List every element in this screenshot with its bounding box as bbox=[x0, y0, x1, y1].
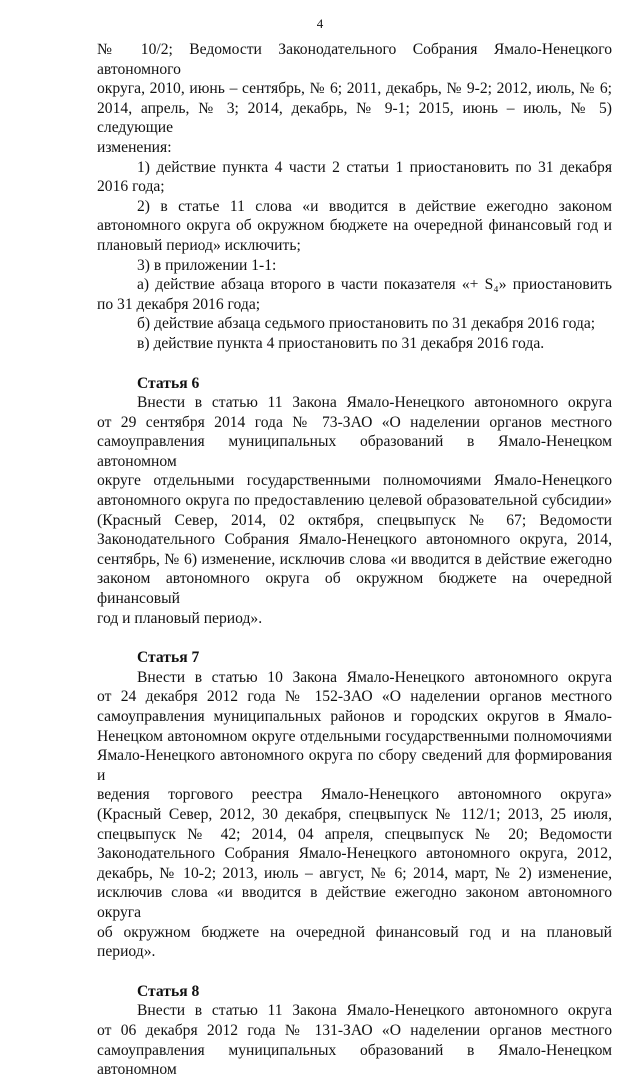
text-line: б) действие абзаца седьмого приостановить по 31 декабря 2016 года; bbox=[137, 315, 596, 333]
article-heading: Статья 8 bbox=[137, 982, 200, 1000]
text-line: автономного округа по предоставлению целевой образовательной субсидии» bbox=[97, 492, 612, 510]
text-line: Внести в статью 11 Закона Ямало-Ненецкого автономного округа bbox=[137, 1002, 612, 1020]
text-line: изменения: bbox=[97, 138, 172, 156]
text-line: от 24 декабря 2012 года № 152-ЗАО «О наделении органов местного bbox=[97, 688, 612, 706]
article-heading: Статья 6 bbox=[137, 374, 200, 392]
text-line: 1) действие пункта 4 части 2 статьи 1 приостановить по 31 декабря bbox=[137, 158, 612, 176]
document-body bbox=[97, 40, 612, 1080]
text-line: Ненецком автономном округе отдельными государственными полномочиями bbox=[97, 727, 612, 745]
page-number: 4 bbox=[316, 16, 324, 31]
text-line: в) действие пункта 4 приостановить по 31 декабря 2016 года. bbox=[137, 334, 545, 352]
text-line: Внести в статью 11 Закона Ямало-Ненецкого автономного округа bbox=[137, 394, 612, 412]
text-line: Ямало-Ненецкого автономного округа по сбору сведений для формирования и bbox=[97, 747, 612, 784]
text-line: Внести в статью 10 Закона Ямало-Ненецкого автономного округа bbox=[137, 668, 612, 686]
text-line: декабрь, № 10-2; 2013, июль – август, № 6; 2014, март, № 2) изменение, bbox=[97, 864, 612, 882]
text-line: год и плановый период». bbox=[97, 609, 263, 627]
text-line: спецвыпуск № 42; 2014, 04 апреля, спецвыпуск № 20; Ведомости bbox=[97, 825, 612, 843]
text-line: Законодательного Собрания Ямало-Ненецкого автономного округа, 2012, bbox=[97, 845, 612, 863]
text-line: автономного округа об окружном бюджете на очередной финансовый год и bbox=[97, 217, 612, 235]
text-line: исключив слова «и вводится в действие ежегодно законом автономного округа bbox=[97, 884, 612, 921]
article-7 bbox=[97, 648, 612, 962]
text-line: самоуправления муниципальных образований в Ямало-Ненецком автономном bbox=[97, 433, 612, 470]
text-line: 2014, апрель, № 3; 2014, декабрь, № 9-1; 2015, июнь – июль, № 5) следующие bbox=[97, 99, 612, 137]
text-line: от 29 сентября 2014 года № 73-ЗАО «О наделении органов местного bbox=[97, 413, 612, 431]
text-line: округа, 2010, июнь – сентябрь, № 6; 2011, декабрь, № 9-2; 2012, июль, № 6; bbox=[97, 80, 612, 98]
text-line: 2) в статье 11 слова «и вводится в действие ежегодно законом bbox=[137, 197, 612, 215]
amendment-item-2 bbox=[97, 197, 612, 256]
article-heading: Статья 7 bbox=[137, 649, 200, 667]
text-line: по 31 декабря 2016 года; bbox=[97, 295, 261, 313]
text-line: 2016 года; bbox=[97, 178, 165, 196]
text-line: 3) в приложении 1-1: bbox=[137, 256, 277, 274]
text-line: ведения торгового реестра Ямало-Ненецкого автономного округа» bbox=[97, 786, 612, 804]
text-line: Законодательного Собрания Ямало-Ненецкого автономного округа, 2014, bbox=[97, 531, 612, 549]
amendment-subitem-a bbox=[97, 275, 612, 314]
text-line: об окружном бюджете на очередной финансовый год и на плановый период». bbox=[97, 923, 612, 961]
text-line: плановый период» исключить; bbox=[97, 236, 301, 254]
text-line: от 06 декабря 2012 года № 131-ЗАО «О наделении органов местного bbox=[97, 1021, 612, 1039]
text-line: (Красный Север, 2014, 02 октября, спецвыпуск № 67; Ведомости bbox=[97, 511, 612, 529]
text-line: сентябрь, № 6) изменение, исключив слова «и вводится в действие ежегодно bbox=[97, 550, 612, 568]
text-line: самоуправления муниципальных районов и городских округов в Ямало- bbox=[97, 708, 612, 725]
text-line: самоуправления муниципальных образований в Ямало-Ненецком автономном bbox=[97, 1041, 612, 1079]
text-line: законом автономного округа об окружном бюджете на очередной финансовый bbox=[97, 570, 612, 608]
amendment-item-1 bbox=[97, 158, 612, 197]
intro-paragraph bbox=[97, 40, 612, 158]
amendment-subitem-c bbox=[97, 334, 612, 354]
article-6 bbox=[97, 374, 612, 629]
text-line: № 10/2; Ведомости Законодательного Собрания Ямало-Ненецкого автономного bbox=[97, 41, 612, 78]
text-line: а) действие абзаца второго в части показателя «+ S₄» приостановить bbox=[137, 276, 612, 294]
amendment-item-3 bbox=[97, 256, 612, 276]
amendment-subitem-b bbox=[97, 314, 612, 334]
article-8 bbox=[97, 982, 612, 1080]
text-line: (Красный Север, 2012, 30 декабря, спецвыпуск № 112/1; 2013, 25 июля, bbox=[97, 805, 612, 823]
text-line: округе отдельными государственными полномочиями Ямало-Ненецкого bbox=[97, 472, 612, 490]
